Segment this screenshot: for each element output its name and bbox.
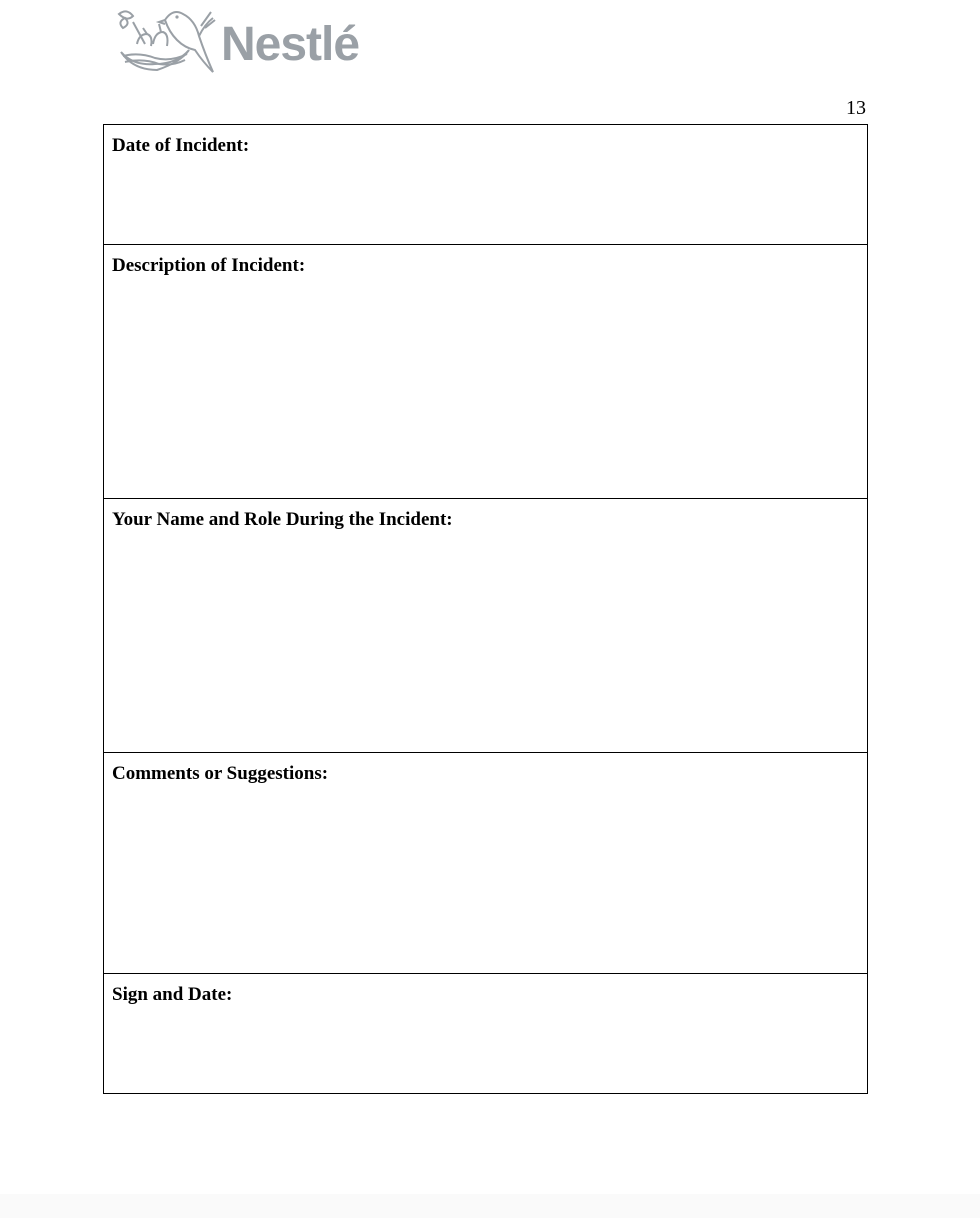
sign-and-date-label: Sign and Date: (112, 984, 233, 1005)
comments-or-suggestions-field[interactable] (104, 753, 867, 974)
date-of-incident-field[interactable] (104, 125, 867, 245)
page-bottom-edge (0, 1194, 980, 1218)
nestle-logo (115, 4, 370, 80)
name-and-role-label: Your Name and Role During the Incident: (112, 509, 453, 530)
svg-text:Nestlé: Nestlé (221, 18, 360, 71)
name-and-role-field[interactable] (104, 499, 867, 753)
sign-and-date-field[interactable] (104, 974, 867, 1093)
page-number: 13 (846, 97, 866, 119)
date-of-incident-label: Date of Incident: (112, 135, 250, 156)
description-of-incident-field[interactable] (104, 245, 867, 499)
comments-or-suggestions-label: Comments or Suggestions: (112, 763, 329, 784)
incident-report-form (103, 124, 868, 1094)
description-of-incident-label: Description of Incident: (112, 255, 306, 276)
